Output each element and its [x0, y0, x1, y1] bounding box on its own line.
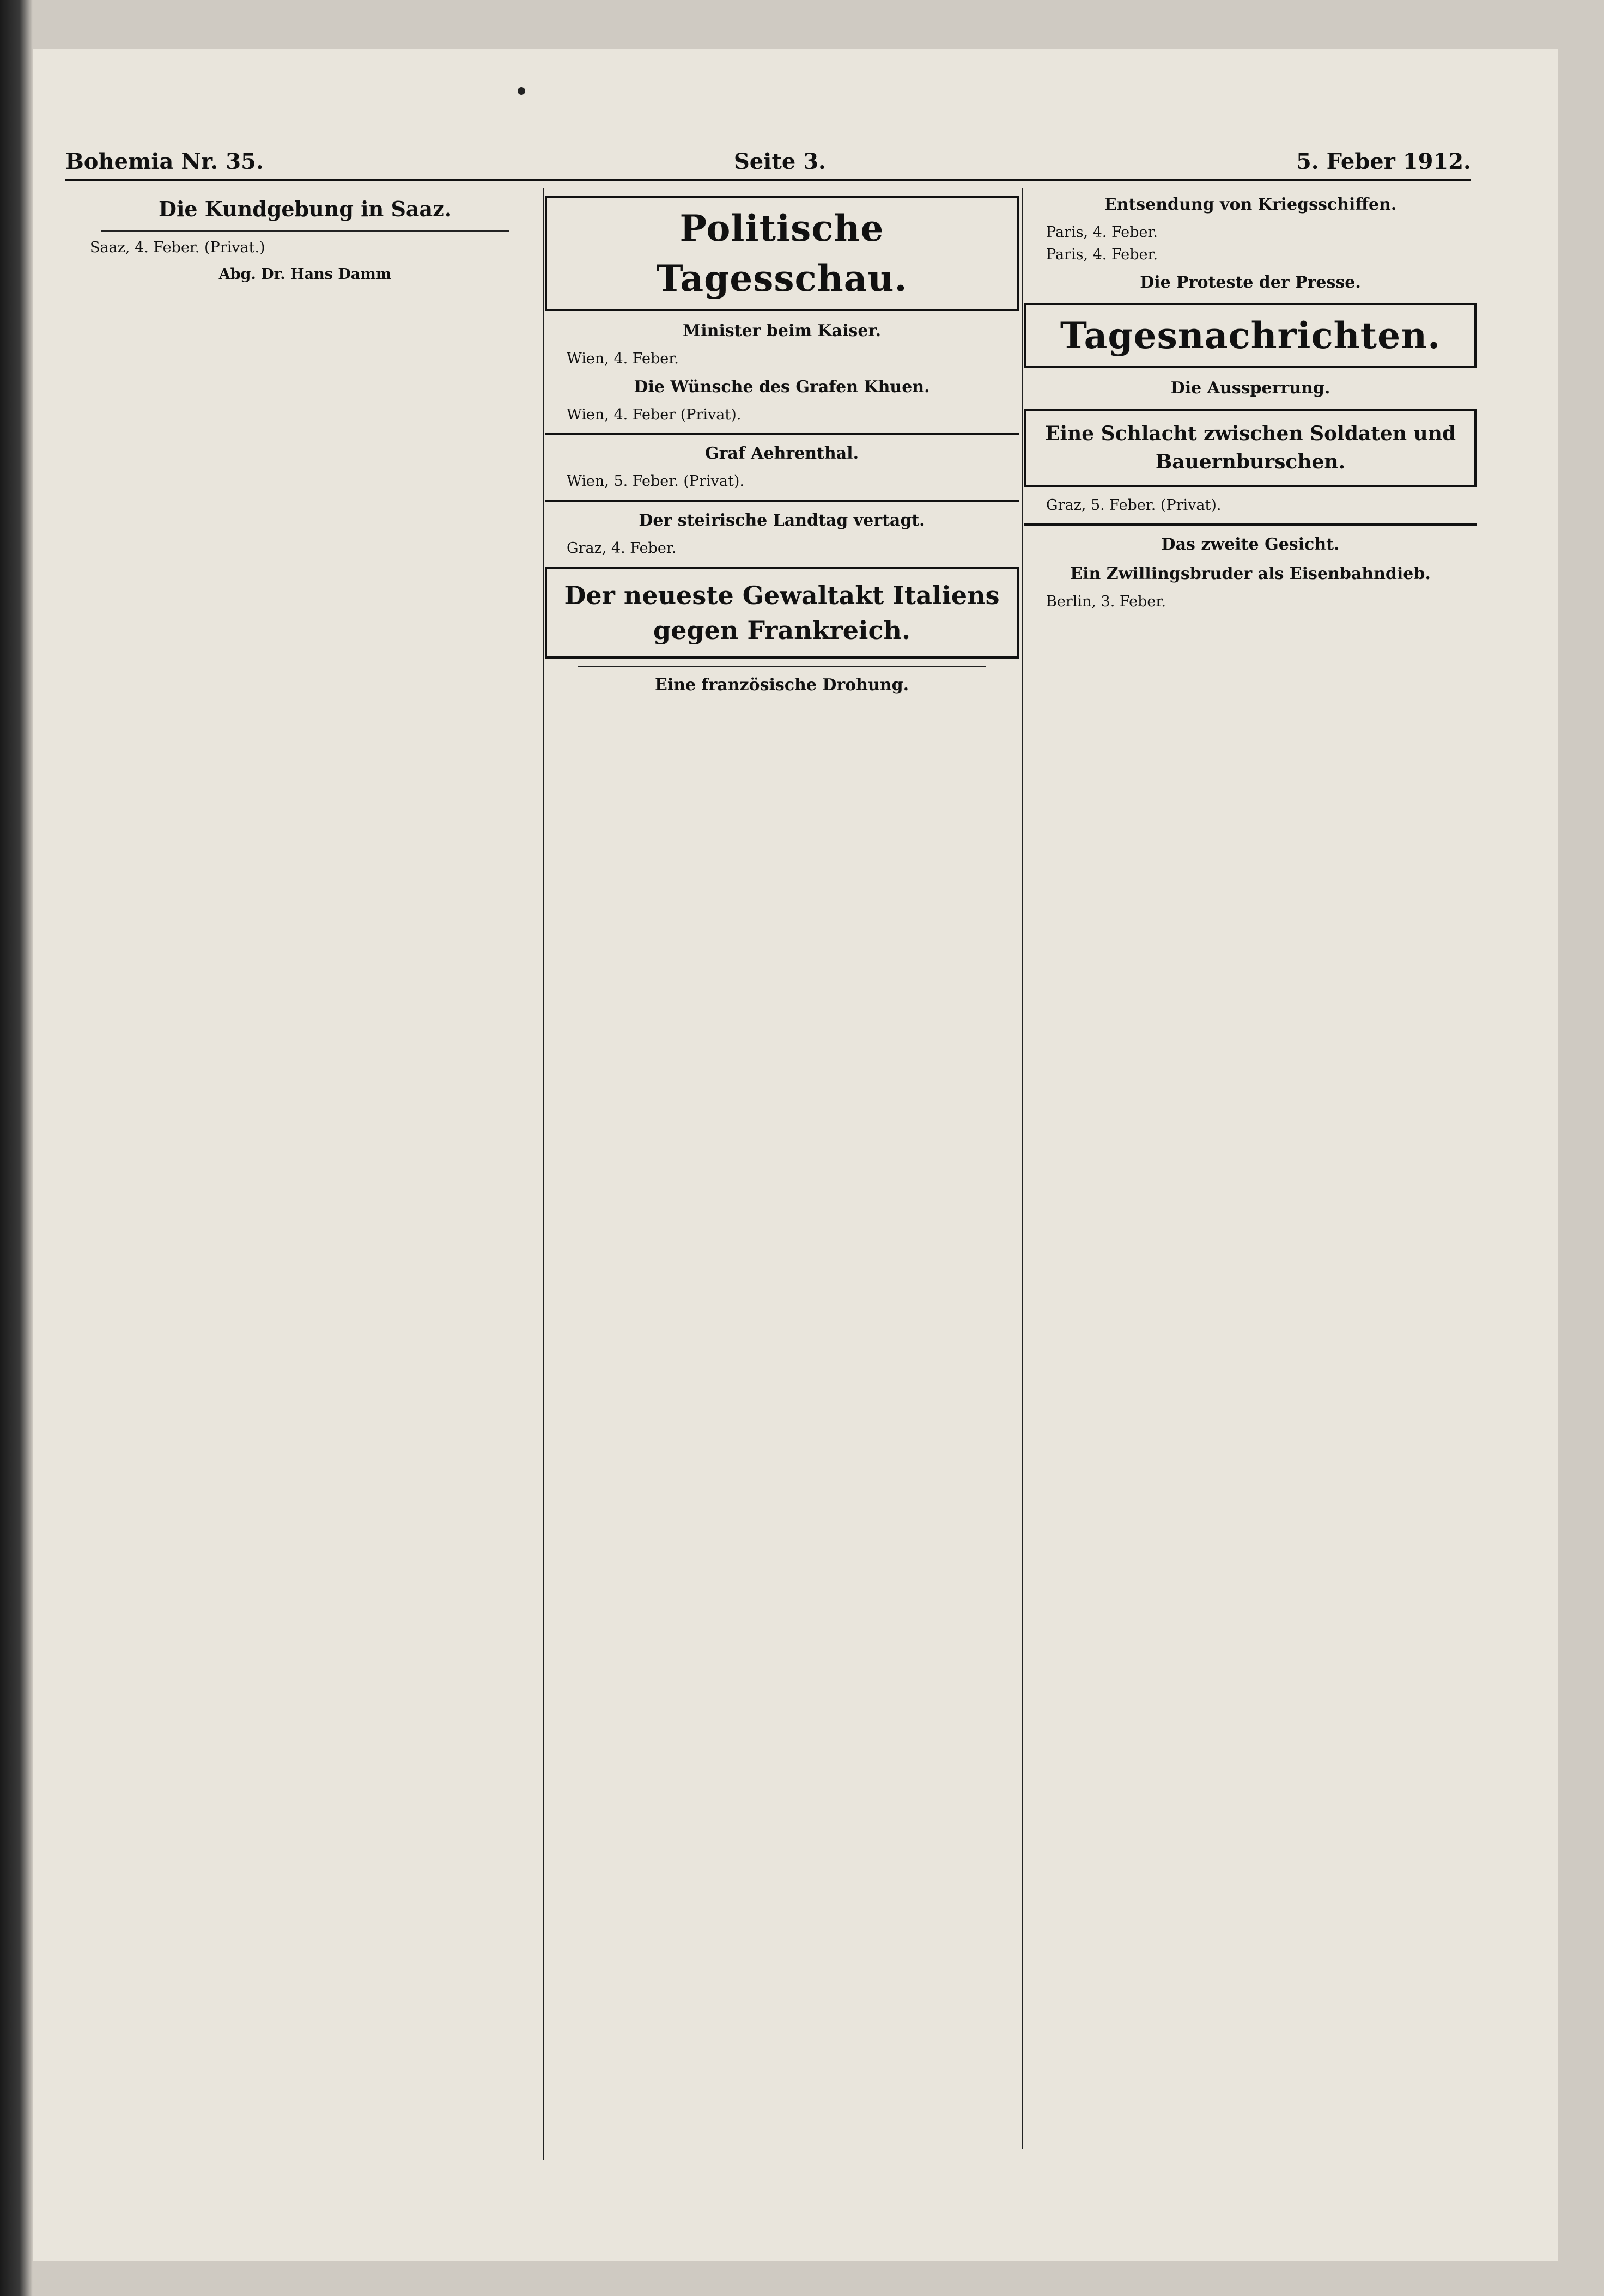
dateline: Saaz, 4. Feber. (Privat.) [90, 239, 265, 256]
column-rule [1022, 188, 1023, 2149]
scan-edge [0, 0, 33, 2296]
article-subhead: Graf Aehrenthal. [704, 444, 859, 463]
header-page: Seite 3. [733, 149, 826, 174]
article-subhead: Die Wünsche des Grafen Khuen. [634, 377, 930, 397]
article-subhead: Die Aussperrung. [1170, 379, 1330, 398]
running-header [65, 136, 1471, 174]
dateline: Paris, 4. Feber. [1046, 224, 1158, 241]
ink-spot [518, 87, 525, 95]
article-headline: Der neueste Gewaltakt Italiens gegen Frankreich. [564, 581, 1000, 645]
article-headline: Die Kundgebung in Saaz. [159, 197, 452, 221]
article-subhead: Die Proteste der Presse. [1140, 273, 1361, 292]
speaker-heading: Abg. Dr. Hans Damm [218, 265, 392, 283]
dateline: Paris, 4. Feber. [1046, 246, 1158, 263]
header-rule [65, 179, 1471, 181]
section-box-politics [545, 196, 1019, 311]
column-3 [1024, 188, 1477, 2127]
dateline: Berlin, 3. Feber. [1046, 593, 1166, 610]
column-1 [68, 188, 542, 2160]
article-subhead: Entsendung von Kriegsschiffen. [1104, 195, 1397, 214]
divider [101, 230, 509, 232]
dateline: Wien, 5. Feber. (Privat). [567, 473, 744, 490]
dateline: Graz, 5. Feber. (Privat). [1046, 497, 1222, 514]
article-subhead: Minister beim Kaiser. [683, 321, 881, 340]
header-issue: Bohemia Nr. 35. [65, 149, 264, 174]
article-headline: Eine Schlacht zwischen Soldaten und Bauernburschen. [1044, 422, 1456, 473]
section-title: Politische Tagesschau. [656, 207, 908, 300]
header-date: 5. Feber 1912. [1296, 149, 1471, 174]
article-subhead: Ein Zwillingsbruder als Eisenbahndieb. [1070, 564, 1431, 583]
column-2 [545, 188, 1019, 2149]
section-box-news [1024, 303, 1477, 368]
headline-box-italy [545, 567, 1019, 659]
divider [1024, 523, 1477, 526]
divider [578, 666, 986, 667]
divider [545, 433, 1019, 435]
dateline: Graz, 4. Feber. [567, 539, 677, 557]
headline-box-battle [1024, 409, 1477, 487]
section-title: Tagesnachrichten. [1060, 314, 1441, 357]
column-rule [543, 188, 544, 2160]
divider [545, 500, 1019, 502]
dateline: Wien, 4. Feber. [567, 350, 679, 367]
article-subhead: Der steirische Landtag vertagt. [639, 510, 925, 530]
article-subhead: Das zweite Gesicht. [1161, 534, 1340, 554]
dateline: Wien, 4. Feber (Privat). [567, 406, 742, 423]
article-subhead: Eine französische Drohung. [654, 675, 909, 695]
